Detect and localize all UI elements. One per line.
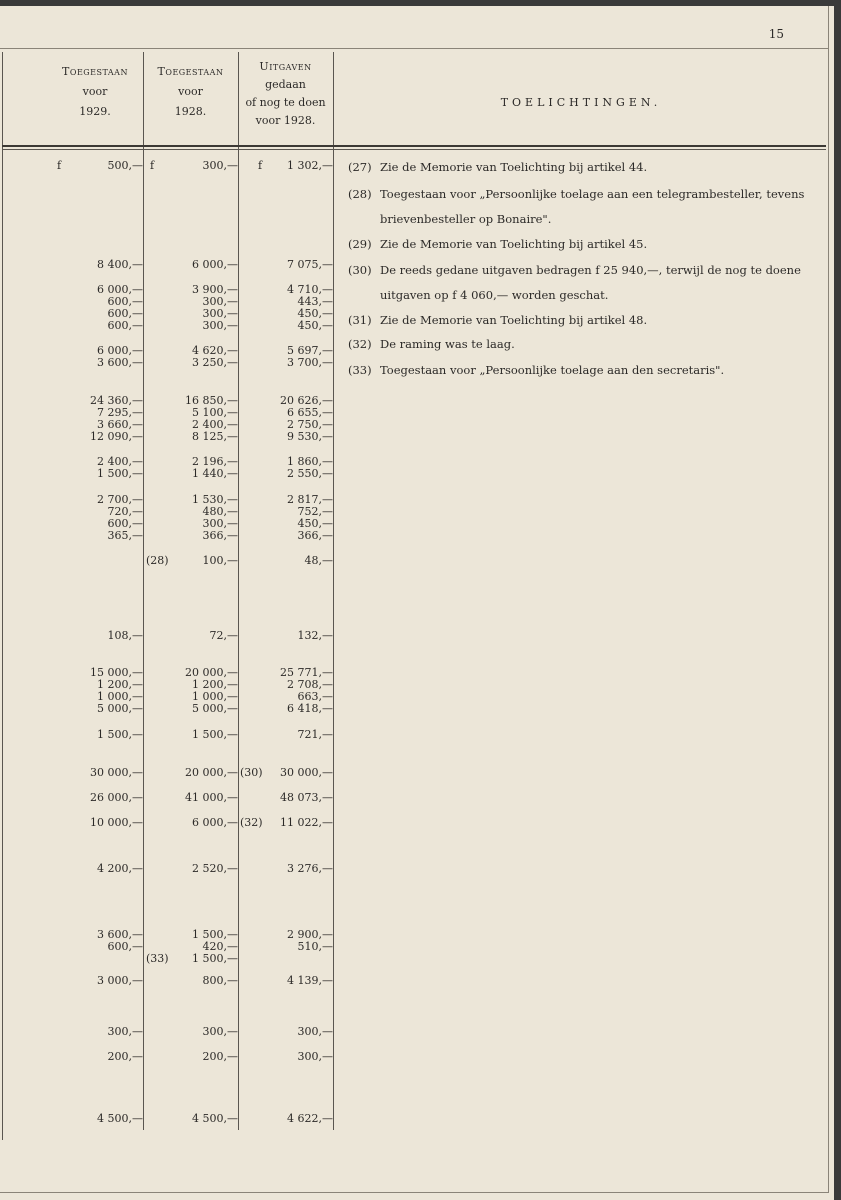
amount-cell-c1: 7 295,— <box>97 406 143 419</box>
amount-cell-c2: 200,— <box>202 1050 238 1063</box>
amount-cell-c3: 2 817,— <box>287 493 333 506</box>
header-col-1928: Toegestaan voor 1928. <box>157 65 224 118</box>
note-text: De reeds gedane uitgaven bedragen f 25 940,—, terwijl de nog te doene <box>380 263 801 277</box>
amount-cell-c2: 300,— <box>202 159 238 172</box>
amount-cell-c3: 25 771,— <box>280 666 333 679</box>
amount-cell-c2: 16 850,— <box>185 394 238 407</box>
note-text: De raming was te laag. <box>380 337 515 351</box>
note-text: Toegestaan voor „Persoonlijke toelage aan een telegrambesteller, tevens <box>380 187 805 201</box>
note-label: (32) <box>348 337 372 351</box>
note-label: (29) <box>348 237 372 251</box>
amount-cell-c2: 4 500,— <box>192 1112 238 1125</box>
amount-cell-c3: 11 022,— <box>280 816 333 829</box>
amount-cell-c1: 365,— <box>107 529 143 542</box>
note-label: (28) <box>348 187 372 201</box>
note-reference-col2: (33) <box>146 952 169 965</box>
amount-cell-c2: 100,— <box>202 554 238 567</box>
amount-cell-c3: 7 075,— <box>287 258 333 271</box>
amount-cell-c1: 3 600,— <box>97 928 143 941</box>
amount-cell-c2: 3 900,— <box>192 283 238 296</box>
amount-cell-c3: 450,— <box>297 319 333 332</box>
amount-cell-c1: 108,— <box>107 629 143 642</box>
note-reference-col2: (28) <box>146 554 169 567</box>
amount-cell-c3: 5 697,— <box>287 344 333 357</box>
amount-cell-c2: 5 000,— <box>192 702 238 715</box>
page-edge-top <box>0 48 828 49</box>
amount-cell-c2: 300,— <box>202 307 238 320</box>
amount-cell-c1: 6 000,— <box>97 344 143 357</box>
amount-cell-c2: 1 500,— <box>192 928 238 941</box>
amount-cell-c3: 300,— <box>297 1025 333 1038</box>
amount-cell-c2: 3 250,— <box>192 356 238 369</box>
amount-cell-c1: 12 090,— <box>90 430 143 443</box>
amount-cell-c3: 4 139,— <box>287 974 333 987</box>
amount-cell-c3: 3 276,— <box>287 862 333 875</box>
amount-cell-c1: 4 500,— <box>97 1112 143 1125</box>
amount-cell-c1: 2 400,— <box>97 455 143 468</box>
amount-cell-c3: 4 710,— <box>287 283 333 296</box>
amount-cell-c1: 4 200,— <box>97 862 143 875</box>
amount-cell-c3: 443,— <box>297 295 333 308</box>
amount-cell-c3: 510,— <box>297 940 333 953</box>
amount-cell-c2: 8 125,— <box>192 430 238 443</box>
amount-cell-c1: 600,— <box>107 295 143 308</box>
amount-cell-c1: 24 360,— <box>90 394 143 407</box>
note-item <box>348 160 647 174</box>
amount-cell-c3: 48,— <box>304 554 333 567</box>
amount-cell-c3: 1 860,— <box>287 455 333 468</box>
note-reference-col3: (30) <box>240 766 263 779</box>
note-text: Zie de Memorie van Toelichting bij artikel 48. <box>380 313 648 327</box>
amount-cell-c2: 300,— <box>202 517 238 530</box>
note-item <box>348 187 804 201</box>
amount-cell-c2: 366,— <box>202 529 238 542</box>
note-text: Zie de Memorie van Toelichting bij artikel 44. <box>380 160 648 174</box>
amount-cell-c1: 600,— <box>107 517 143 530</box>
col-rule-2 <box>238 52 239 1130</box>
header-col-1929: Toegestaan voor 1929. <box>62 65 128 118</box>
note-label: (30) <box>348 263 372 277</box>
amount-cell-c2: 4 620,— <box>192 344 238 357</box>
amount-cell-c3: 2 750,— <box>287 418 333 431</box>
amount-cell-c2: 6 000,— <box>192 258 238 271</box>
col-rule-3 <box>333 52 334 1130</box>
amount-cell-c1: 200,— <box>107 1050 143 1063</box>
amount-cell-c3: 3 700,— <box>287 356 333 369</box>
currency-symbol-col3: f <box>258 159 263 172</box>
amount-cell-c2: 72,— <box>209 629 238 642</box>
note-reference-col3: (32) <box>240 816 263 829</box>
amount-cell-c3: 20 626,— <box>280 394 333 407</box>
amount-cell-c1: 1 000,— <box>97 690 143 703</box>
amount-cell-c1: 720,— <box>107 505 143 518</box>
amount-cell-c2: 5 100,— <box>192 406 238 419</box>
amount-cell-c1: 1 500,— <box>97 728 143 741</box>
amount-cell-c2: 1 530,— <box>192 493 238 506</box>
amount-cell-c3: 450,— <box>297 517 333 530</box>
amount-cell-c2: 41 000,— <box>185 791 238 804</box>
amount-cell-c2: 1 500,— <box>192 728 238 741</box>
amount-cell-c2: 2 520,— <box>192 862 238 875</box>
amount-cell-c3: 2 550,— <box>287 467 333 480</box>
amount-cell-c1: 3 600,— <box>97 356 143 369</box>
amount-cell-c2: 1 200,— <box>192 678 238 691</box>
note-label: (27) <box>348 160 372 174</box>
amount-cell-c1: 1 500,— <box>97 467 143 480</box>
header-rule-left <box>2 52 3 1140</box>
amount-cell-c1: 1 200,— <box>97 678 143 691</box>
amount-cell-c1: 600,— <box>107 319 143 332</box>
amount-cell-c3: 2 708,— <box>287 678 333 691</box>
amount-cell-c3: 132,— <box>297 629 333 642</box>
page-number: 15 <box>768 27 784 41</box>
amount-cell-c2: 2 196,— <box>192 455 238 468</box>
amount-cell-c1: 600,— <box>107 307 143 320</box>
note-text-continuation: uitgaven op f 4 060,— worden geschat. <box>380 288 609 302</box>
amount-cell-c3: 30 000,— <box>280 766 333 779</box>
amount-cell-c3: 663,— <box>297 690 333 703</box>
amount-cell-c1: 10 000,— <box>90 816 143 829</box>
scan-border-top <box>0 0 841 6</box>
note-item <box>348 237 647 251</box>
amount-cell-c3: 450,— <box>297 307 333 320</box>
currency-symbol-col1: f <box>57 159 62 172</box>
amount-cell-c1: 6 000,— <box>97 283 143 296</box>
amount-cell-c1: 600,— <box>107 940 143 953</box>
amount-cell-c1: 26 000,— <box>90 791 143 804</box>
amount-cell-c1: 15 000,— <box>90 666 143 679</box>
note-label: (31) <box>348 313 372 327</box>
amount-cell-c3: 6 418,— <box>287 702 333 715</box>
header-col-uitgaven: Uitgaven gedaan of nog te doen voor 1928. <box>245 60 326 127</box>
amount-cell-c3: 1 302,— <box>287 159 333 172</box>
amount-cell-c2: 420,— <box>202 940 238 953</box>
note-item <box>348 313 647 327</box>
amount-cell-c3: 4 622,— <box>287 1112 333 1125</box>
amount-cell-c3: 2 900,— <box>287 928 333 941</box>
amount-cell-c1: 3 000,— <box>97 974 143 987</box>
note-item <box>348 263 801 277</box>
amount-cell-c3: 300,— <box>297 1050 333 1063</box>
amount-cell-c1: 500,— <box>107 159 143 172</box>
note-item <box>348 363 724 377</box>
amount-cell-c2: 800,— <box>202 974 238 987</box>
amount-cell-c3: 6 655,— <box>287 406 333 419</box>
amount-cell-c2: 1 000,— <box>192 690 238 703</box>
amount-cell-c2: 6 000,— <box>192 816 238 829</box>
amount-cell-c2: 300,— <box>202 1025 238 1038</box>
scan-border-right <box>834 0 841 1200</box>
page-edge-right <box>828 6 829 1192</box>
amount-cell-c2: 300,— <box>202 319 238 332</box>
amount-cell-c2: 1 500,— <box>192 952 238 965</box>
amount-cell-c2: 480,— <box>202 505 238 518</box>
header-bottom-rule-thin <box>2 149 826 150</box>
amount-cell-c3: 752,— <box>297 505 333 518</box>
amount-cell-c1: 300,— <box>107 1025 143 1038</box>
amount-cell-c2: 1 440,— <box>192 467 238 480</box>
note-text-continuation: brievenbesteller op Bonaire". <box>380 212 552 226</box>
note-item <box>348 337 515 351</box>
amount-cell-c1: 8 400,— <box>97 258 143 271</box>
amount-cell-c1: 3 660,— <box>97 418 143 431</box>
currency-symbol-col2: f <box>150 159 155 172</box>
amount-cell-c1: 2 700,— <box>97 493 143 506</box>
header-bottom-rule <box>2 145 826 147</box>
amount-cell-c2: 300,— <box>202 295 238 308</box>
amount-cell-c3: 9 530,— <box>287 430 333 443</box>
header-toelichtingen: TOELICHTINGEN. <box>500 96 662 109</box>
amount-cell-c2: 20 000,— <box>185 766 238 779</box>
amount-cell-c3: 721,— <box>297 728 333 741</box>
amount-cell-c3: 48 073,— <box>280 791 333 804</box>
col-rule-1 <box>143 52 144 1130</box>
note-label: (33) <box>348 363 372 377</box>
page-edge-bottom <box>0 1192 829 1193</box>
amount-cell-c1: 30 000,— <box>90 766 143 779</box>
amount-cell-c2: 20 000,— <box>185 666 238 679</box>
amount-cell-c3: 366,— <box>297 529 333 542</box>
note-text: Zie de Memorie van Toelichting bij artikel 45. <box>380 237 648 251</box>
amount-cell-c1: 5 000,— <box>97 702 143 715</box>
amount-cell-c2: 2 400,— <box>192 418 238 431</box>
note-text: Toegestaan voor „Persoonlijke toelage aan den secretaris". <box>380 363 725 377</box>
